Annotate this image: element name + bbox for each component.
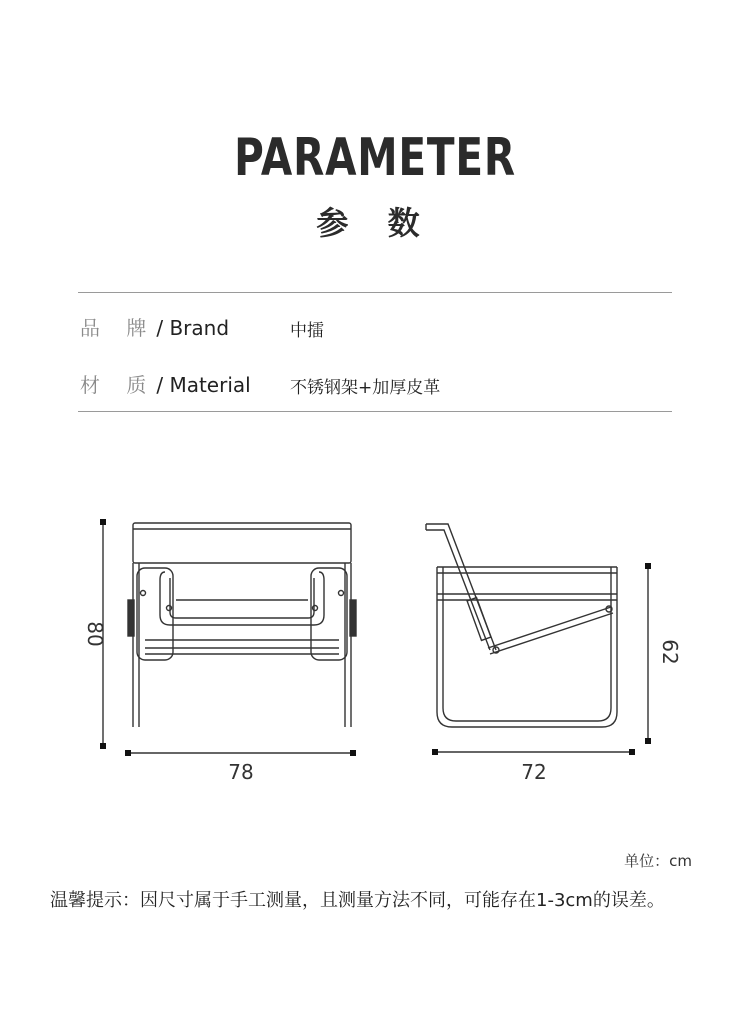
side-view-drawing [426,524,617,727]
spec-label-cn: 品 牌 [80,316,157,340]
front-width-label: 78 [228,760,254,784]
unit-label: 单位：cm [624,852,692,870]
spec-label-en: / Brand [156,316,230,340]
side-height-label: 62 [658,639,682,665]
page-subtitle: 参 数 [316,204,434,242]
spec-value: 中擂 [290,321,324,341]
spec-label-en: / Material [156,373,251,397]
front-view-drawing [128,523,356,727]
side-dimension-lines [432,563,651,755]
spec-value: 不锈钢架+加厚皮革 [290,378,441,398]
page-title: PARAMETER [234,128,516,188]
front-height-label: 80 [83,621,107,647]
measurement-note: 温馨提示：因尺寸属于手工测量，且测量方法不同，可能存在1-3cm的误差。 [50,890,665,911]
side-width-label: 72 [521,760,547,784]
spec-label-cn: 材 质 [80,373,157,397]
